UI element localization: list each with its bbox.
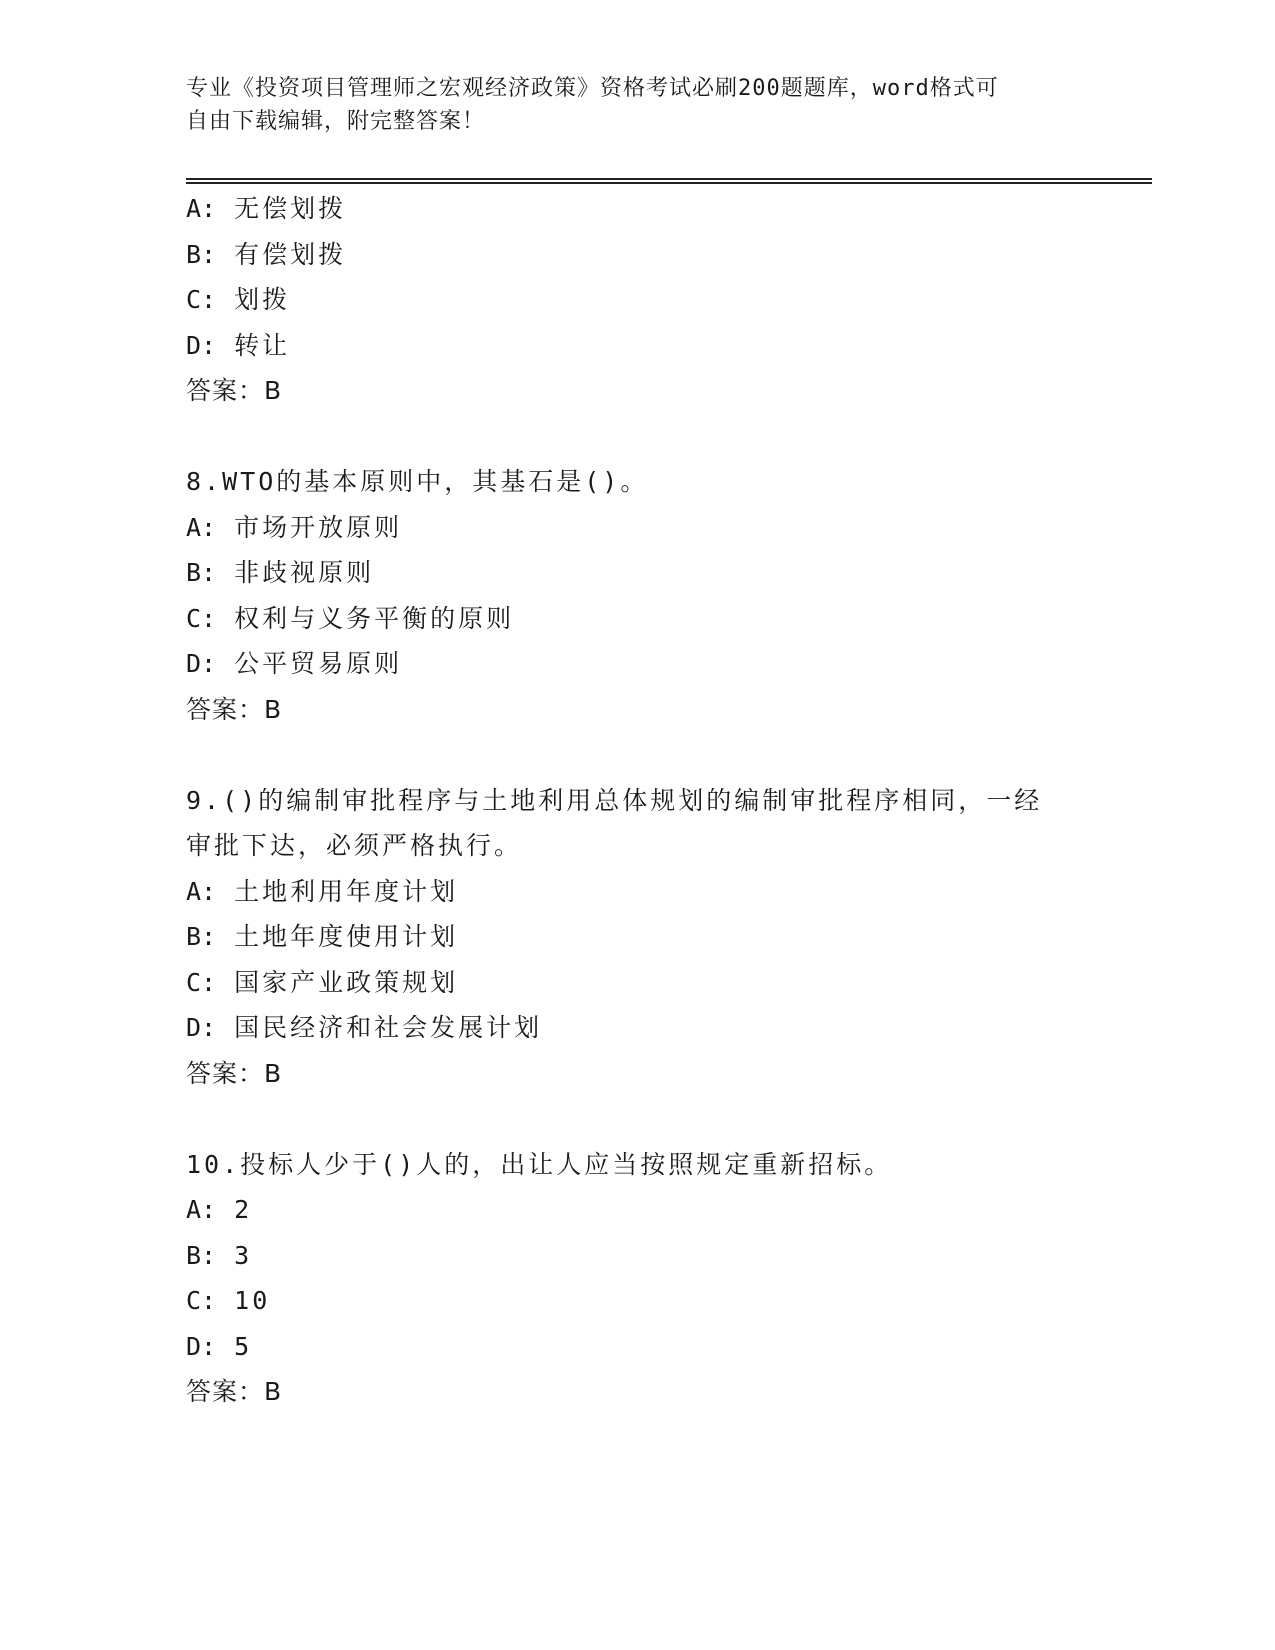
- option-d: D: 国民经济和社会发展计划: [186, 1013, 543, 1042]
- option-d: D: 5: [186, 1331, 253, 1361]
- question-text-line-2: 审批下达，必须严格执行。: [186, 831, 523, 860]
- option-d: D: 公平贸易原则: [186, 649, 403, 678]
- option-c: C: 10: [186, 1286, 271, 1315]
- header-divider-bottom: [186, 182, 1152, 184]
- option-b: B: 有偿划拨: [186, 239, 347, 269]
- option-a: A: 市场开放原则: [186, 512, 403, 542]
- option-b: B: 3: [186, 1240, 253, 1270]
- question-9: [186, 778, 1066, 1097]
- answer-line: 答案：B: [186, 376, 283, 405]
- option-d: D: 转让: [186, 330, 291, 360]
- page-header: [186, 72, 1066, 138]
- spacer: [186, 1096, 1066, 1142]
- spacer: [186, 732, 1066, 778]
- spacer: [186, 414, 1066, 460]
- option-c: C: 权利与义务平衡的原则: [186, 603, 515, 633]
- answer-line: 答案：B: [186, 1377, 283, 1406]
- option-b: B: 非歧视原则: [186, 558, 375, 587]
- header-line-1: 专业《投资项目管理师之宏观经济政策》资格考试必刷200题题库，word格式可: [186, 76, 999, 101]
- question-10: [186, 1142, 1066, 1415]
- option-b: B: 土地年度使用计划: [186, 922, 459, 951]
- answer-line: 答案：B: [186, 1058, 283, 1088]
- header-divider-top: [186, 178, 1152, 180]
- option-c: C: 划拨: [186, 285, 291, 314]
- question-text: 10.投标人少于()人的，出让人应当按照规定重新招标。: [186, 1149, 893, 1179]
- option-c: C: 国家产业政策规划: [186, 967, 459, 997]
- option-a: A: 土地利用年度计划: [186, 876, 459, 906]
- header-line-2: 自由下载编辑，附完整答案！: [186, 109, 486, 134]
- question-8: [186, 459, 1066, 732]
- answer-line: 答案：B: [186, 694, 283, 724]
- question-text-line-1: 9.()的编制审批程序与土地利用总体规划的编制审批程序相同，一经: [186, 785, 1043, 815]
- option-a: A: 2: [186, 1195, 253, 1224]
- question-list: [186, 186, 1066, 1415]
- question-7: [186, 186, 1066, 414]
- option-a: A: 无偿划拨: [186, 194, 347, 223]
- question-text: 8.WTO的基本原则中，其基石是()。: [186, 467, 649, 496]
